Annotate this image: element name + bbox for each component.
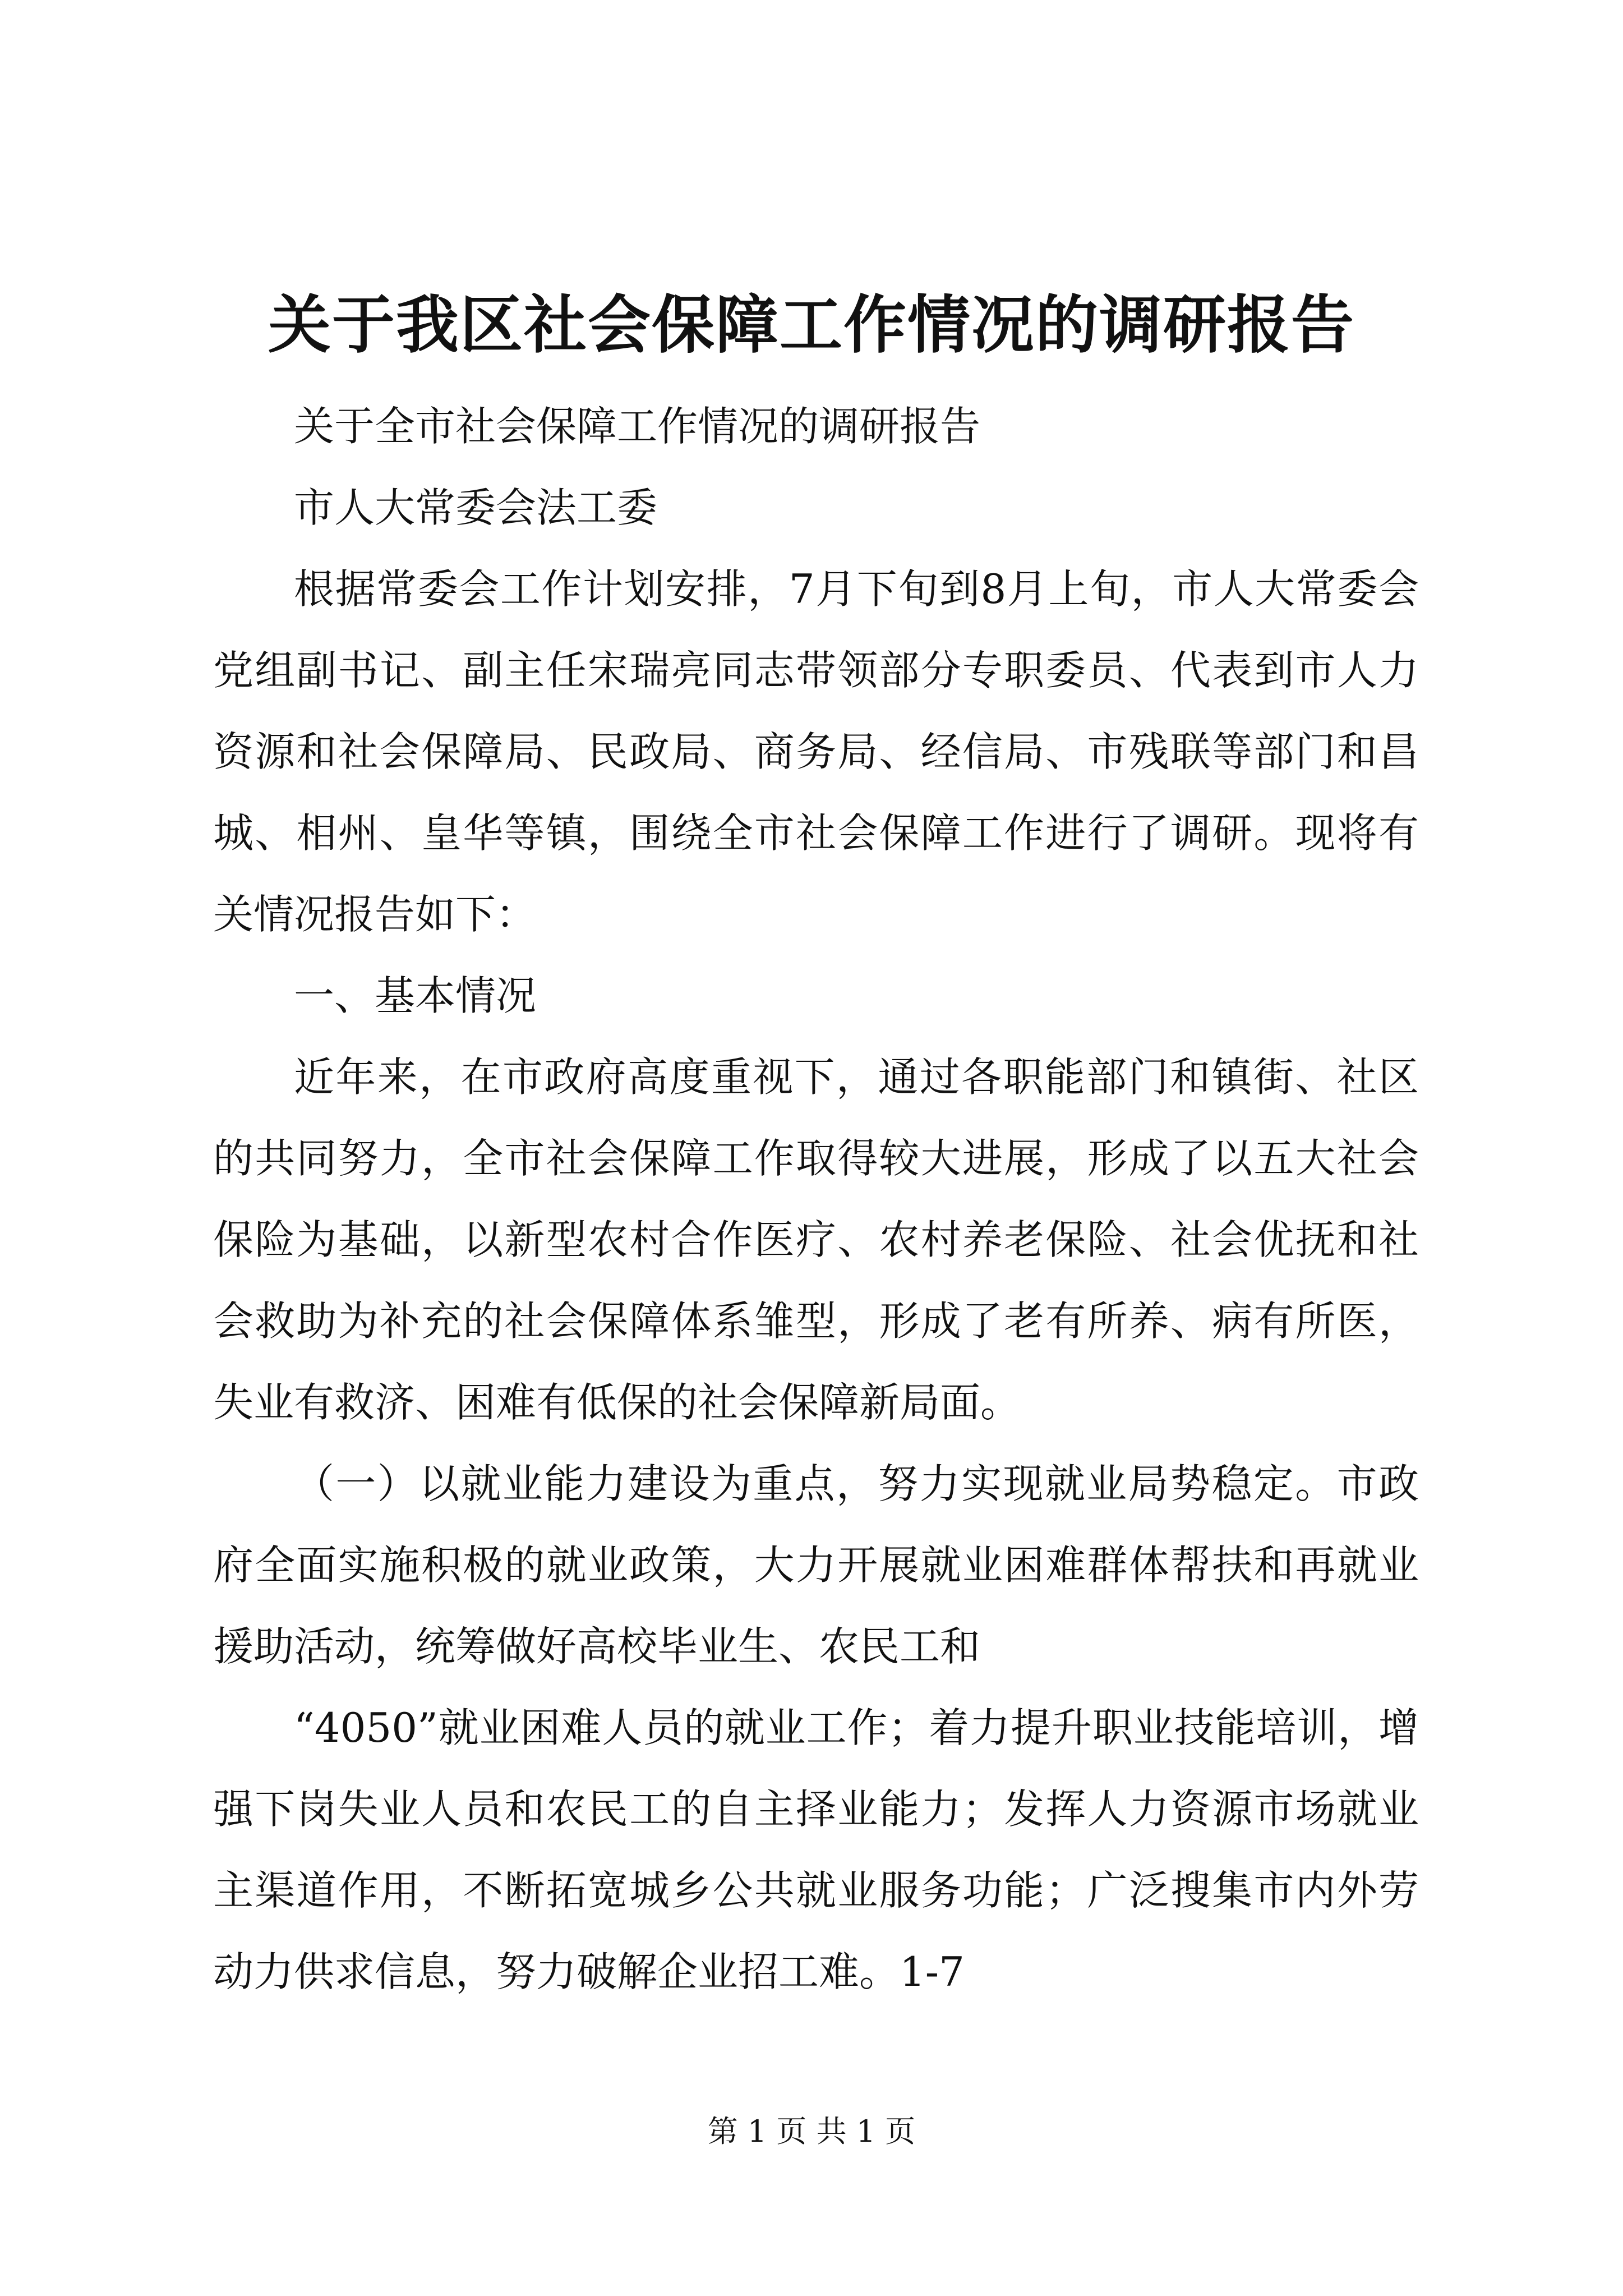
employment-paragraph: （一）以就业能力建设为重点，努力实现就业局势稳定。市政府全面实施积极的就业政策，大力开展就业困难群体帮扶和再就业援助活动，统筹做好高校毕业生、农民工和 — [213, 1460, 1419, 1670]
basic-situation-paragraph: 近年来，在市政府高度重视下，通过各职能部门和镇街、社区的共同努力，全市社会保障工作取得较大进展，形成了以五大社会保险为基础，以新型农村合作医疗、农村养老保险、社会优抚和社会救助为补充的社会保障体系雏型，形成了老有所养、病有所医，失业有救济、困难有低保的社会保障新局面。 — [213, 1053, 1419, 1426]
document-title: 关于我区社会保障工作情况的调研报告 — [268, 288, 1355, 362]
page-footer: 第 1 页 共 1 页 — [707, 2114, 916, 2149]
employment-continued-paragraph: “4050”就业困难人员的就业工作；着力提升职业技能培训，增强下岗失业人员和农民工的自主择业能力；发挥人力资源市场就业主渠道作用，不断拓宽城乡公共就业服务功能；广泛搜集市内外劳动力供求信息，努力破解企业招工难。1-7 — [213, 1704, 1419, 1995]
author-paragraph: 市人大常委会法工委 — [294, 484, 658, 531]
document-body — [213, 386, 1419, 2013]
intro-paragraph: 根据常委会工作计划安排，7月下旬到8月上旬，市人大常委会党组副书记、副主任宋瑞亮同志带领部分专职委员、代表到市人力资源和社会保障局、民政局、商务局、经信局、市残联等部门和昌城、相州、皇华等镇，围绕全市社会保障工作进行了调研。现将有关情况报告如下： — [213, 565, 1419, 938]
subtitle-paragraph: 关于全市社会保障工作情况的调研报告 — [294, 403, 981, 450]
section-heading: 一、基本情况 — [294, 972, 537, 1019]
